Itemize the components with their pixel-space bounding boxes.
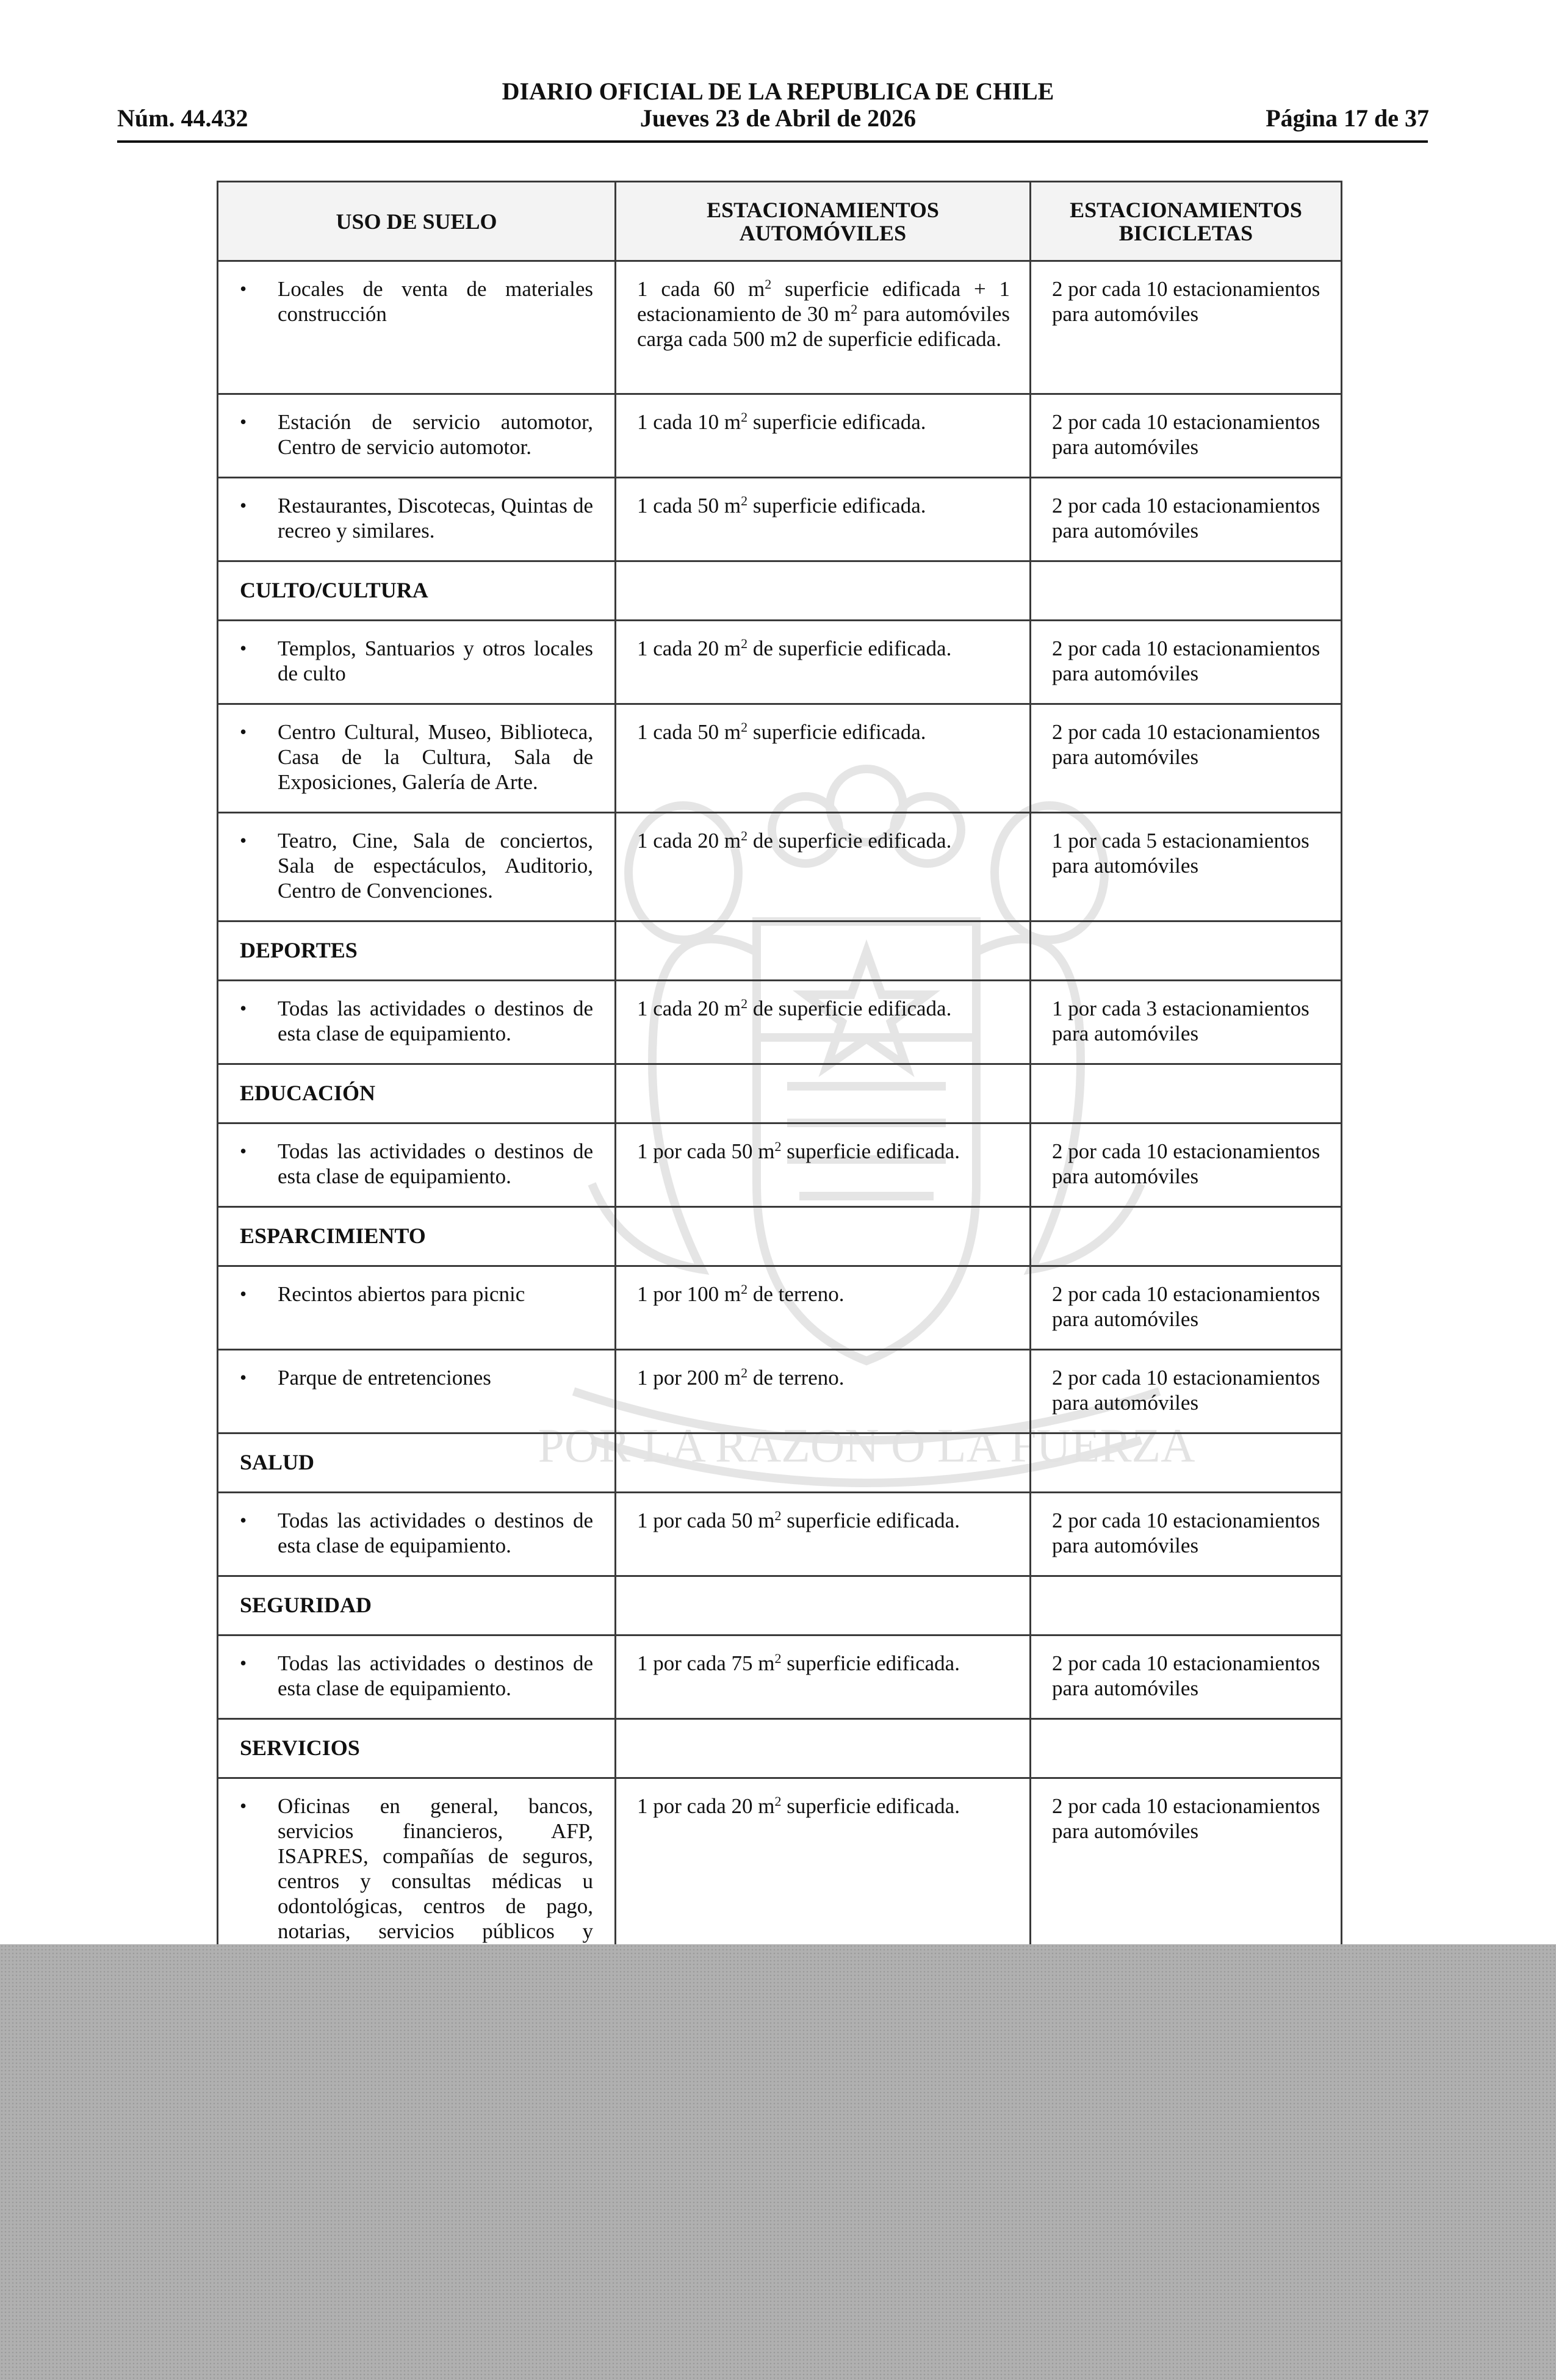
table-row — [218, 1350, 1342, 1433]
section-heading: ESPARCIMIENTO — [218, 1207, 616, 1266]
car-parking-cell — [616, 621, 1031, 704]
land-use-cell — [218, 478, 616, 561]
bike-parking-text: 2 por cada 10 estacionamientos para automóviles — [1052, 1651, 1320, 1700]
column-header-bike-parking: ESTACIONAMIENTOS BICICLETAS — [1031, 182, 1342, 261]
table-row — [218, 1493, 1342, 1576]
table-row — [218, 621, 1342, 704]
parking-requirements-table — [217, 181, 1342, 1974]
bullet-icon: • — [240, 1652, 247, 1674]
land-use-cell — [218, 1493, 616, 1576]
land-use-cell — [218, 261, 616, 394]
bike-parking-cell — [1031, 261, 1342, 394]
section-row — [218, 1576, 1342, 1635]
issue-number: Núm. 44.432 — [117, 104, 248, 132]
bike-parking-text: 2 por cada 10 estacionamientos para automóviles — [1052, 1282, 1320, 1331]
bullet-icon: • — [240, 637, 247, 659]
bullet-icon: • — [240, 278, 247, 300]
car-parking-cell — [616, 704, 1031, 813]
bullet-icon: • — [240, 1366, 247, 1388]
table-cell — [616, 1064, 1031, 1123]
bike-parking-text: 2 por cada 10 estacionamientos para automóviles — [1052, 1139, 1320, 1188]
bike-parking-cell — [1031, 394, 1342, 478]
car-parking-text: 1 por cada 50 $m^2$ superficie edificada. — [637, 1508, 960, 1532]
svg-text:POR LA RAZON O LA FUERZA: POR LA RAZON O LA FUERZA — [538, 1419, 1195, 1472]
table-cell — [616, 561, 1031, 621]
page-number: Página 17 de 37 — [1266, 104, 1429, 132]
bullet-icon: • — [240, 1283, 247, 1305]
table-row — [218, 813, 1342, 921]
section-heading: SEGURIDAD — [218, 1576, 616, 1635]
land-use-text: Restaurantes, Discotecas, Quintas de recreo y similares. — [278, 494, 593, 543]
land-use-cell — [218, 981, 616, 1064]
table-cell — [616, 1719, 1031, 1778]
car-parking-cell — [616, 981, 1031, 1064]
section-heading: SERVICIOS — [218, 1719, 616, 1778]
bike-parking-text: 2 por cada 10 estacionamientos para automóviles — [1052, 636, 1320, 685]
car-parking-text: 1 por cada 50 $m^2$ superficie edificada. — [637, 1139, 960, 1163]
section-row — [218, 1207, 1342, 1266]
land-use-text: Oficinas en general, bancos, servicios financieros, AFP, ISAPRES, compañías de seguros, centros y consultas médicas u odontológicas, centros de pago, notarias, servicios públicos y — [278, 1794, 593, 1943]
land-use-text: Todas las actividades o destinos de esta clase de equipamiento. — [278, 1139, 593, 1188]
column-header-car-parking: ESTACIONAMIENTOS AUTOMÓVILES — [616, 182, 1031, 261]
land-use-text: Parque de entretenciones — [278, 1366, 491, 1390]
table-cell — [1031, 1719, 1342, 1778]
section-heading: CULTO/CULTURA — [218, 561, 616, 621]
bike-parking-text: 2 por cada 10 estacionamientos para automóviles — [1052, 720, 1320, 769]
section-heading: DEPORTES — [218, 921, 616, 981]
car-parking-cell — [616, 1266, 1031, 1350]
table-cell — [616, 1433, 1031, 1493]
car-parking-text: 1 por 100 $m^2$ de terreno. — [637, 1282, 845, 1306]
bullet-icon: • — [240, 721, 247, 743]
bullet-icon: • — [240, 411, 247, 433]
bullet-icon: • — [240, 997, 247, 1019]
car-parking-cell — [616, 1635, 1031, 1719]
car-parking-cell — [616, 1123, 1031, 1207]
bike-parking-cell — [1031, 813, 1342, 921]
car-parking-text: 1 por 200 $m^2$ de terreno. — [637, 1365, 845, 1390]
bike-parking-text: 2 por cada 10 estacionamientos para automóviles — [1052, 1366, 1320, 1415]
bike-parking-text: 2 por cada 10 estacionamientos para automóviles — [1052, 494, 1320, 543]
land-use-cell — [218, 1635, 616, 1719]
bike-parking-text: 1 por cada 3 estacionamientos para automóviles — [1052, 997, 1309, 1045]
table-cell — [1031, 1433, 1342, 1493]
car-parking-text: 1 cada 20 $m^2$ de superficie edificada. — [637, 996, 952, 1020]
car-parking-text: 1 cada 20 $m^2$ de superficie edificada. — [637, 636, 952, 660]
table-cell — [1031, 1064, 1342, 1123]
bike-parking-cell — [1031, 1493, 1342, 1576]
section-heading: SALUD — [218, 1433, 616, 1493]
publication-date: Jueves 23 de Abril de 2026 — [639, 104, 917, 132]
car-parking-cell — [616, 813, 1031, 921]
land-use-text: Todas las actividades o destinos de esta clase de equipamiento. — [278, 1509, 593, 1557]
bike-parking-cell — [1031, 1350, 1342, 1433]
land-use-text: Locales de venta de materiales construcción — [278, 277, 593, 326]
table-cell — [1031, 561, 1342, 621]
bike-parking-text: 2 por cada 10 estacionamientos para automóviles — [1052, 1794, 1320, 1843]
bike-parking-text: 2 por cada 10 estacionamientos para automóviles — [1052, 277, 1320, 326]
car-parking-cell — [616, 478, 1031, 561]
land-use-cell — [218, 1266, 616, 1350]
car-parking-text: 1 cada 50 $m^2$ superficie edificada. — [637, 719, 926, 744]
car-parking-text: 1 cada 10 $m^2$ superficie edificada. — [637, 409, 926, 434]
bullet-icon: • — [240, 1509, 247, 1531]
table-row — [218, 1123, 1342, 1207]
table-cell — [1031, 1576, 1342, 1635]
land-use-cell — [218, 621, 616, 704]
bike-parking-cell — [1031, 1266, 1342, 1350]
header-divider — [117, 140, 1428, 143]
table-row — [218, 1635, 1342, 1719]
land-use-text: Recintos abiertos para picnic — [278, 1282, 525, 1306]
table-header-row — [218, 182, 1342, 261]
car-parking-text: 1 cada 50 $m^2$ superficie edificada. — [637, 493, 926, 517]
land-use-cell — [218, 394, 616, 478]
bike-parking-cell — [1031, 704, 1342, 813]
car-parking-text: 1 por cada 75 $m^2$ superficie edificada. — [637, 1651, 960, 1675]
car-parking-text: 1 cada 60 $m^2$ superficie edificada + 1 estacionamiento de 30 $m^2$ para automóviles carga cada 500 m2 de superficie edificada. — [637, 276, 1010, 351]
bullet-icon: • — [240, 494, 247, 516]
land-use-text: Teatro, Cine, Sala de conciertos, Sala de espectáculos, Auditorio, Centro de Convenciones. — [278, 829, 593, 903]
bullet-icon: • — [240, 1795, 247, 1817]
land-use-text: Templos, Santuarios y otros locales de culto — [278, 636, 593, 685]
land-use-text: Centro Cultural, Museo, Biblioteca, Casa de la Cultura, Sala de Exposiciones, Galería de Arte. — [278, 720, 593, 794]
bike-parking-cell — [1031, 981, 1342, 1064]
car-parking-cell — [616, 1493, 1031, 1576]
section-row — [218, 1433, 1342, 1493]
bullet-icon: • — [240, 829, 247, 851]
car-parking-text: 1 cada 20 $m^2$ de superficie edificada. — [637, 828, 952, 853]
bike-parking-cell — [1031, 621, 1342, 704]
section-row — [218, 1719, 1342, 1778]
section-row — [218, 561, 1342, 621]
section-row — [218, 921, 1342, 981]
table-cell — [1031, 1207, 1342, 1266]
land-use-cell — [218, 1123, 616, 1207]
land-use-cell — [218, 704, 616, 813]
column-header-land-use: USO DE SUELO — [218, 182, 616, 261]
table-row — [218, 1266, 1342, 1350]
land-use-cell — [218, 1350, 616, 1433]
car-parking-cell — [616, 261, 1031, 394]
bike-parking-text: 1 por cada 5 estacionamientos para automóviles — [1052, 829, 1309, 878]
bike-parking-cell — [1031, 478, 1342, 561]
bike-parking-text: 2 por cada 10 estacionamientos para automóviles — [1052, 1509, 1320, 1557]
car-parking-cell — [616, 1350, 1031, 1433]
land-use-cell — [218, 813, 616, 921]
section-row — [218, 1064, 1342, 1123]
car-parking-cell — [616, 394, 1031, 478]
car-parking-text: 1 por cada 20 $m^2$ superficie edificada. — [637, 1794, 960, 1818]
bottom-shaded-area — [0, 1944, 1556, 2380]
table-cell — [1031, 921, 1342, 981]
land-use-text: Todas las actividades o destinos de esta clase de equipamiento. — [278, 997, 593, 1045]
table-row — [218, 394, 1342, 478]
table-row — [218, 704, 1342, 813]
table-cell — [616, 1207, 1031, 1266]
bike-parking-cell — [1031, 1123, 1342, 1207]
section-heading: EDUCACIÓN — [218, 1064, 616, 1123]
table-cell — [616, 1576, 1031, 1635]
table-row — [218, 981, 1342, 1064]
land-use-text: Todas las actividades o destinos de esta clase de equipamiento. — [278, 1651, 593, 1700]
bike-parking-text: 2 por cada 10 estacionamientos para automóviles — [1052, 410, 1320, 459]
table-row — [218, 478, 1342, 561]
bullet-icon: • — [240, 1140, 247, 1162]
table-row — [218, 261, 1342, 394]
land-use-text: Estación de servicio automotor, Centro de servicio automotor. — [278, 410, 593, 459]
table-cell — [616, 921, 1031, 981]
publication-title: DIARIO OFICIAL DE LA REPUBLICA DE CHILE — [502, 78, 1054, 105]
bike-parking-cell — [1031, 1635, 1342, 1719]
